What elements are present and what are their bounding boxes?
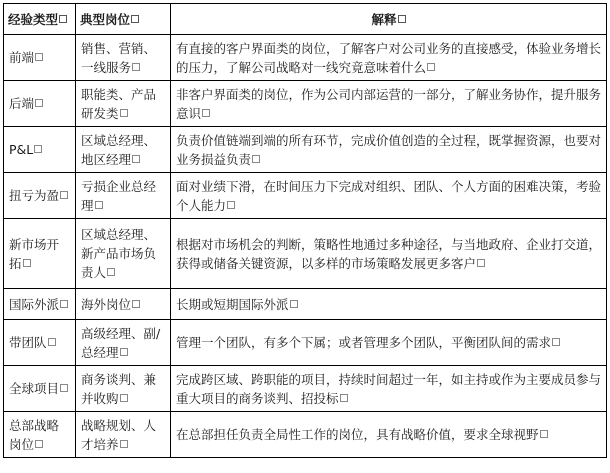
cell-position: 区域总经理、新产品市场负责人 [76, 219, 171, 289]
header-row [4, 4, 607, 35]
cell-end-mark-icon [120, 109, 128, 117]
cell-type: 后端 [4, 81, 76, 127]
cell-end-mark-icon [60, 191, 68, 199]
cell-end-mark-icon [202, 109, 210, 117]
experience-table [3, 3, 607, 458]
cell-end-mark-icon [131, 15, 139, 23]
cell-end-mark-icon [120, 440, 128, 448]
cell-end-mark-icon [477, 259, 485, 267]
cell-explanation: 长期或短期国际外派 [171, 289, 607, 320]
cell-end-mark-icon [48, 338, 56, 346]
table-row [4, 35, 607, 81]
cell-position: 亏损企业总经理 [76, 173, 171, 219]
cell-end-mark-icon [120, 394, 128, 402]
cell-end-mark-icon [227, 201, 235, 209]
table-row [4, 289, 607, 320]
cell-end-mark-icon [252, 155, 260, 163]
cell-position: 海外岗位 [76, 289, 171, 320]
cell-position: 战略规划、人才培养 [76, 412, 171, 458]
cell-type: 前端 [4, 35, 76, 81]
header-type: 经验类型 [4, 4, 76, 35]
table-row [4, 320, 607, 366]
cell-end-mark-icon [340, 394, 348, 402]
table-row [4, 412, 607, 458]
cell-type: 新市场开拓 [4, 219, 76, 289]
cell-end-mark-icon [35, 99, 43, 107]
cell-end-mark-icon [290, 300, 298, 308]
cell-position: 区域总经理、地区经理 [76, 127, 171, 173]
cell-end-mark-icon [427, 63, 435, 71]
cell-end-mark-icon [398, 15, 406, 23]
cell-end-mark-icon [95, 201, 103, 209]
cell-end-mark-icon [540, 430, 548, 438]
cell-explanation: 非客户界面类的岗位，作为公司内部运营的一部分，了解业务协作，提升服务意识 [171, 81, 607, 127]
cell-explanation: 完成跨区域、跨职能的项目，持续时间超过一年，如主持或作为主要成员参与重大项目的商务谈判、招投标 [171, 366, 607, 412]
header-explanation: 解释 [171, 4, 607, 35]
cell-end-mark-icon [35, 53, 43, 61]
table-row [4, 366, 607, 412]
cell-explanation: 面对业绩下滑，在时间压力下完成对组织、团队、个人方面的困难决策，考验个人能力 [171, 173, 607, 219]
cell-position: 销售、营销、一线服务 [76, 35, 171, 81]
cell-end-mark-icon [60, 300, 68, 308]
cell-end-mark-icon [132, 63, 140, 71]
cell-end-mark-icon [23, 259, 31, 267]
cell-type: 扭亏为盈 [4, 173, 76, 219]
cell-explanation: 管理一个团队，有多个下属；或者管理多个团队，平衡团队间的需求 [171, 320, 607, 366]
table-row [4, 219, 607, 289]
cell-end-mark-icon [107, 268, 115, 276]
cell-explanation: 在总部担任负责全局性工作的岗位，具有战略价值，要求全球视野 [171, 412, 607, 458]
cell-type: 国际外派 [4, 289, 76, 320]
cell-position: 职能类、产品研发类 [76, 81, 171, 127]
cell-end-mark-icon [34, 145, 42, 153]
cell-type: 总部战略岗位 [4, 412, 76, 458]
cell-end-mark-icon [120, 348, 128, 356]
cell-explanation: 负责价值链端到端的所有环节，完成价值创造的全过程，既掌握资源，也要对业务损益负责 [171, 127, 607, 173]
cell-type: P&L [4, 127, 76, 173]
cell-position: 高级经理、副/总经理 [76, 320, 171, 366]
cell-type: 带团队 [4, 320, 76, 366]
cell-position: 商务谈判、兼并收购 [76, 366, 171, 412]
cell-explanation: 有直接的客户界面类的岗位，了解客户对公司业务的直接感受，体验业务增长的压力，了解公司战略对一线究竟意味着什么 [171, 35, 607, 81]
cell-end-mark-icon [35, 440, 43, 448]
cell-end-mark-icon [132, 300, 140, 308]
cell-end-mark-icon [60, 384, 68, 392]
cell-explanation: 根据对市场机会的判断，策略性地通过多种途径，与当地政府、企业打交道，获得或储备关键资源，以多样的市场策略发展更多客户 [171, 219, 607, 289]
cell-type: 全球项目 [4, 366, 76, 412]
table-row [4, 173, 607, 219]
header-position: 典型岗位 [76, 4, 171, 35]
cell-end-mark-icon [552, 338, 560, 346]
table-row [4, 81, 607, 127]
cell-end-mark-icon [132, 155, 140, 163]
table-row [4, 127, 607, 173]
cell-end-mark-icon [59, 15, 67, 23]
